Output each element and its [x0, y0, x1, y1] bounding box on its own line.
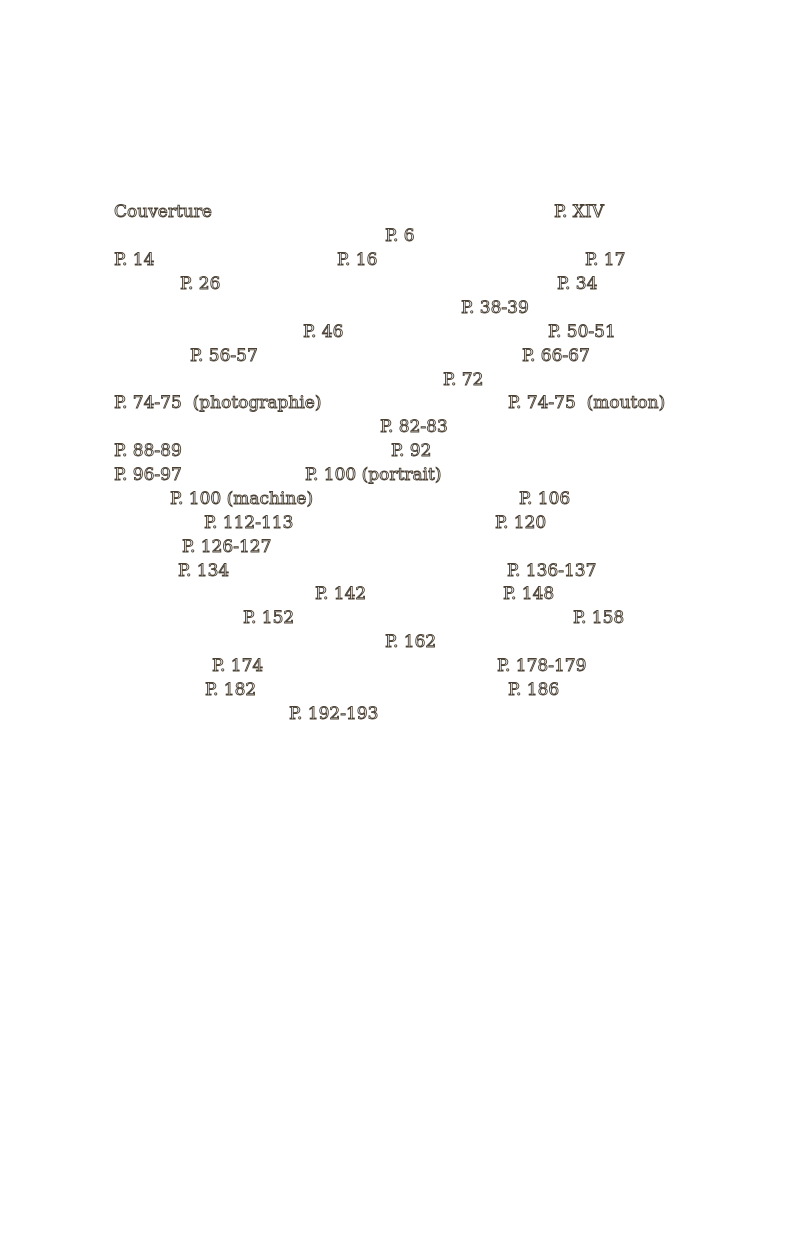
entry-p-126-127: P. 126-127	[182, 537, 272, 557]
entry-p-82-83: P. 82-83	[380, 417, 448, 437]
entry-p-74-75-mouton: P. 74-75 (mouton)	[508, 393, 666, 413]
entry-p-74-75-photographie: P. 74-75 (photographie)	[114, 393, 322, 413]
entry-p-92: P. 92	[391, 441, 432, 461]
entry-p-182: P. 182	[205, 680, 257, 700]
entry-p-152: P. 152	[243, 608, 295, 628]
entry-p-26: P. 26	[180, 274, 221, 294]
entry-p-50-51: P. 50-51	[548, 322, 616, 342]
entry-p-66-67: P. 66-67	[522, 346, 590, 366]
entry-p-16: P. 16	[337, 250, 378, 270]
entry-p-148: P. 148	[503, 584, 555, 604]
entry-p-136-137: P. 136-137	[507, 561, 597, 581]
entry-p-88-89: P. 88-89	[114, 441, 182, 461]
entry-p-xiv: P. XIV	[554, 202, 604, 222]
entry-p-178-179: P. 178-179	[497, 656, 587, 676]
entry-p-38-39: P. 38-39	[461, 298, 529, 318]
entry-p-158: P. 158	[573, 608, 625, 628]
entry-p-34: P. 34	[557, 274, 598, 294]
entry-p-46: P. 46	[303, 322, 344, 342]
entry-p-6: P. 6	[385, 226, 415, 246]
entry-p-72: P. 72	[443, 370, 484, 390]
entry-p-142: P. 142	[315, 584, 367, 604]
entry-p-14: P. 14	[114, 250, 155, 270]
entry-p-17: P. 17	[585, 250, 626, 270]
entry-p-100-portrait: P. 100 (portrait)	[305, 465, 442, 485]
entry-p-162: P. 162	[385, 632, 437, 652]
entry-p-192-193: P. 192-193	[289, 704, 379, 724]
entry-p-120: P. 120	[495, 513, 547, 533]
entry-p-100-machine: P. 100 (machine)	[170, 489, 314, 509]
entry-p-106: P. 106	[519, 489, 571, 509]
entry-couverture: Couverture	[114, 202, 212, 222]
entry-p-134: P. 134	[178, 561, 230, 581]
entry-p-96-97: P. 96-97	[114, 465, 182, 485]
entry-p-186: P. 186	[508, 680, 560, 700]
entry-p-174: P. 174	[212, 656, 264, 676]
entry-p-112-113: P. 112-113	[204, 513, 294, 533]
entry-p-56-57: P. 56-57	[190, 346, 258, 366]
